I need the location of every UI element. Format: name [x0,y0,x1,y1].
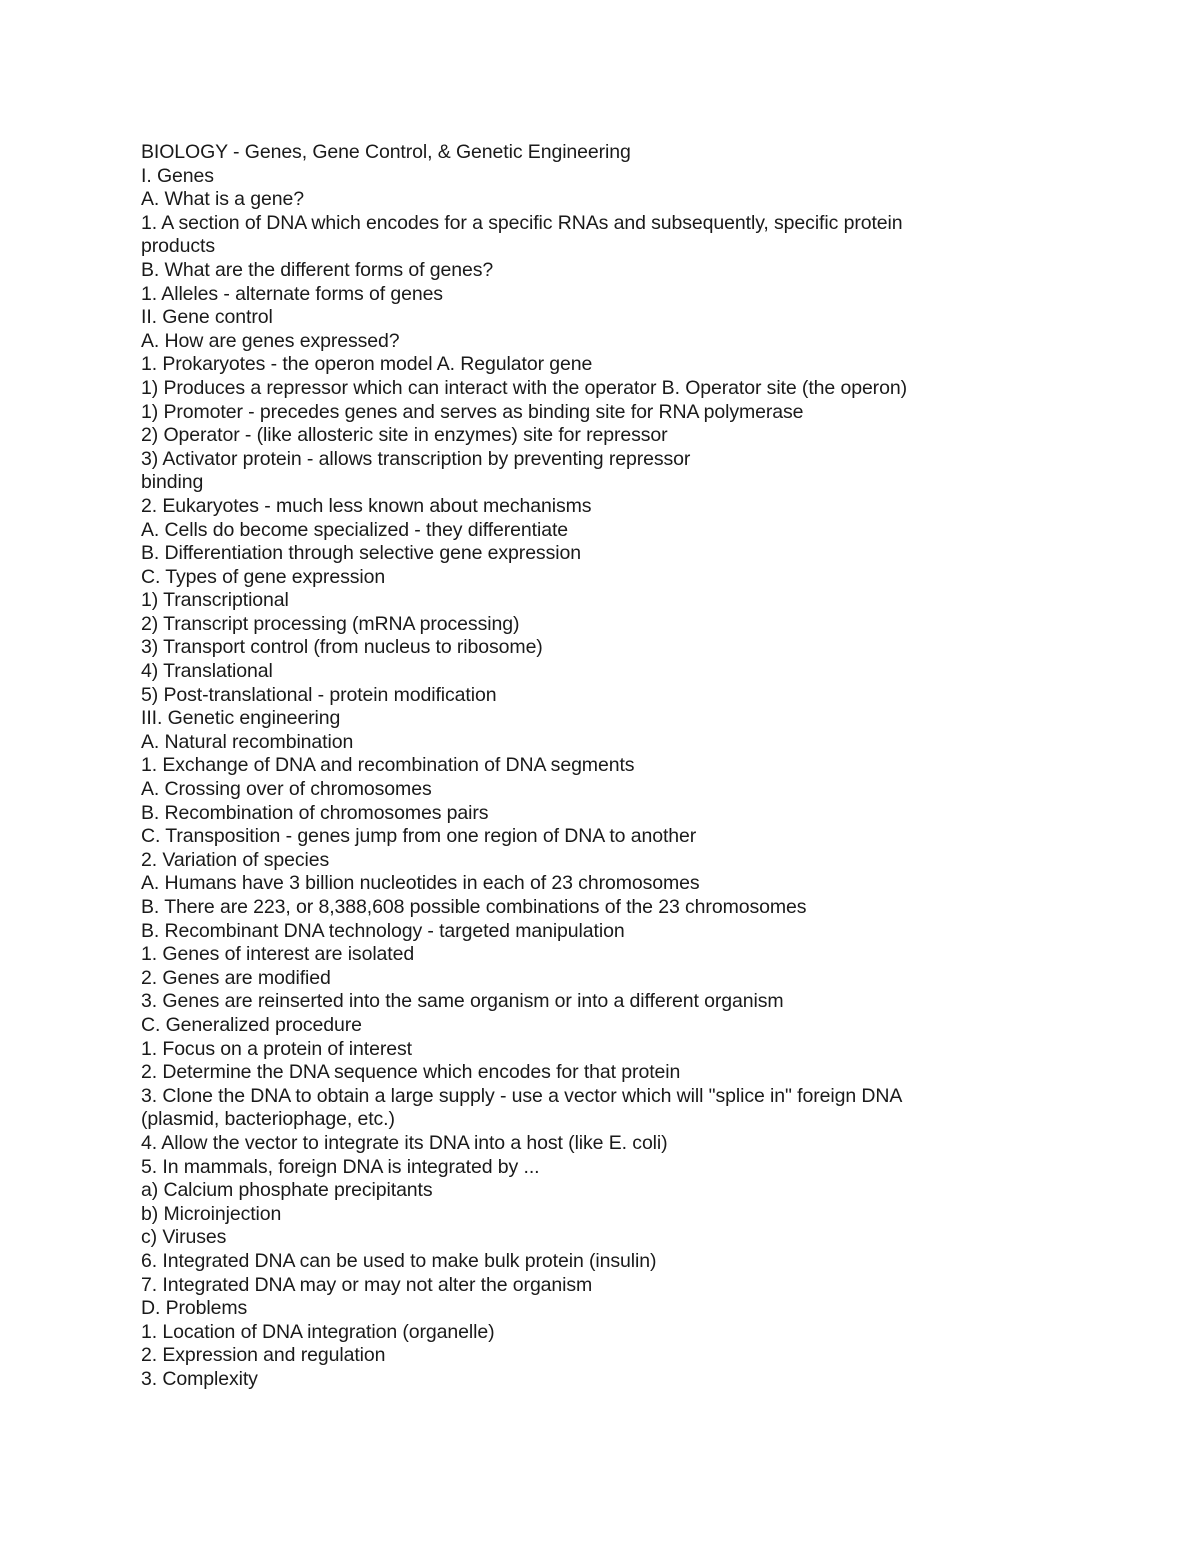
document-line: 1. A section of DNA which encodes for a specific RNAs and subsequently, specific protein [141,211,903,234]
document-line: B. Recombination of chromosomes pairs [141,801,489,824]
document-line: 7. Integrated DNA may or may not alter the organism [141,1273,593,1296]
document-line: A. Natural recombination [141,730,354,753]
document-line: II. Gene control [141,306,273,329]
document-line: 5) Post-translational - protein modification [141,683,497,706]
document-line: 2. Eukaryotes - much less known about mechanisms [141,494,592,517]
document-line: 2. Expression and regulation [141,1344,386,1367]
document-line: 1. Exchange of DNA and recombination of DNA segments [141,754,635,777]
document-line: 2) Transcript processing (mRNA processing) [141,612,520,635]
document-line: B. Differentiation through selective gene expression [141,542,581,565]
document-line: 1. Genes of interest are isolated [141,943,415,966]
document-line: 3. Genes are reinserted into the same organism or into a different organism [141,990,784,1013]
document-line: 1) Produces a repressor which can interact with the operator B. Operator site (the operon) [141,376,907,399]
document-line: 3) Activator protein - allows transcription by preventing repressor [141,447,691,470]
document-line: 3. Complexity [141,1367,258,1390]
document-line: A. How are genes expressed? [141,329,400,352]
document-line: 1. Prokaryotes - the operon model A. Regulator gene [141,353,593,376]
document-line: b) Microinjection [141,1202,282,1225]
document-line: 1) Promoter - precedes genes and serves as binding site for RNA polymerase [141,400,804,423]
document-line: 4) Translational [141,660,273,683]
document-line: 4. Allow the vector to integrate its DNA into a host (like E. coli) [141,1131,668,1154]
document-line: 6. Integrated DNA can be used to make bulk protein (insulin) [141,1249,657,1272]
document-line: 5. In mammals, foreign DNA is integrated by ... [141,1155,540,1178]
document-line: A. Humans have 3 billion nucleotides in each of 23 chromosomes [141,872,700,895]
document-line: A. What is a gene? [141,188,304,211]
document-line: B. What are the different forms of genes? [141,258,494,281]
document-line: 2. Variation of species [141,848,330,871]
document-line: products [141,235,215,258]
document-line: C. Types of gene expression [141,565,386,588]
document-line: B. Recombinant DNA technology - targeted manipulation [141,919,625,942]
document-line: B. There are 223, or 8,388,608 possible combinations of the 23 chromosomes [141,896,807,918]
document-line: 2. Genes are modified [141,966,331,989]
document-line: C. Transposition - genes jump from one region of DNA to another [141,825,697,848]
document-line: A. Crossing over of chromosomes [141,778,432,801]
document-line: binding [141,471,204,494]
document-line: (plasmid, bacteriophage, etc.) [141,1108,395,1131]
document-line: 3. Clone the DNA to obtain a large supply - use a vector which will "splice in" foreign DNA [141,1084,903,1107]
document-line: 1) Transcriptional [141,589,289,612]
document-line: BIOLOGY - Genes, Gene Control, & Genetic Engineering [141,141,631,163]
document-line: a) Calcium phosphate precipitants [141,1179,433,1202]
document-line: D. Problems [141,1297,248,1320]
document-line: I. Genes [141,164,214,187]
document-line: 1. Location of DNA integration (organelle) [141,1320,495,1343]
document-line: III. Genetic engineering [141,707,341,730]
document-line: A. Cells do become specialized - they differentiate [141,518,569,541]
document-text [141,141,1041,1391]
document-line: 3) Transport control (from nucleus to ribosome) [141,636,543,659]
document-line: 1. Focus on a protein of interest [141,1037,412,1060]
document-line: c) Viruses [141,1226,227,1249]
document-line: C. Generalized procedure [141,1013,362,1036]
document-line: 2) Operator - (like allosteric site in enzymes) site for repressor [141,424,668,447]
document-line: 2. Determine the DNA sequence which encodes for that protein [141,1061,681,1084]
document-line: 1. Alleles - alternate forms of genes [141,282,443,305]
